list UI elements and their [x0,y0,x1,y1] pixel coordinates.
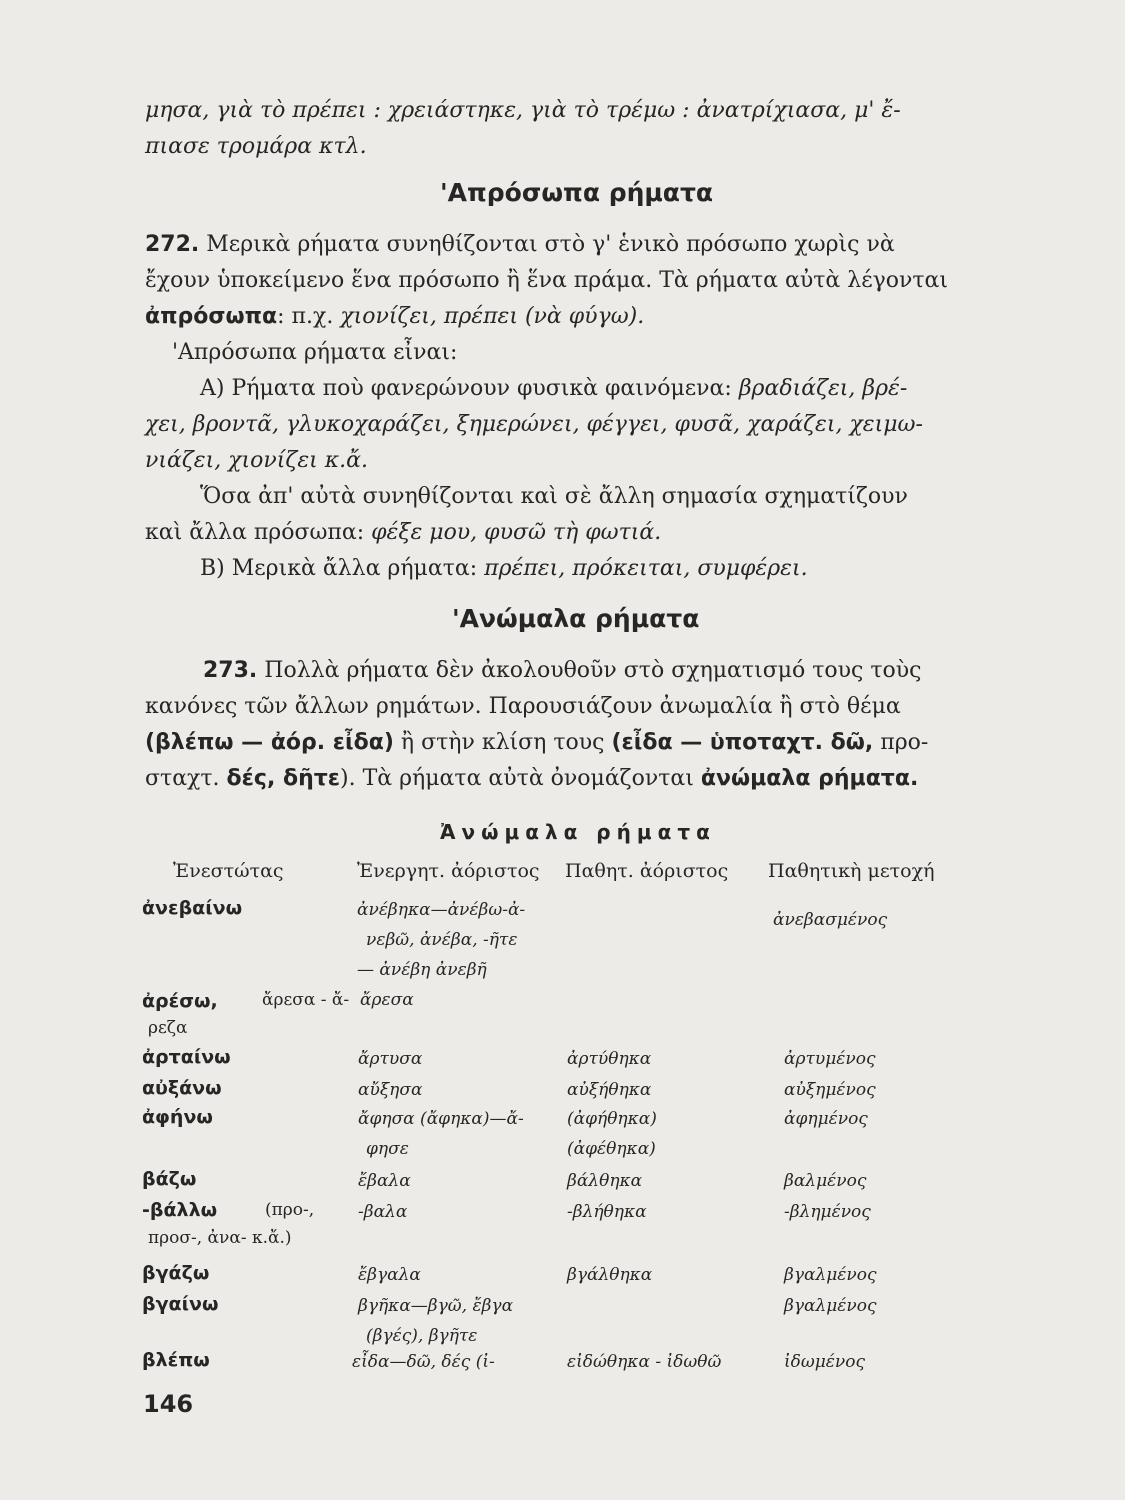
table-cell-aorist: -βαλα [358,1202,408,1222]
para-273-text-4: σταχτ. [145,766,227,791]
table-cell-participle: βγαλμένος [784,1265,877,1285]
para-273-line-4 [145,766,985,791]
table-row-verb: βγαίνω [142,1293,219,1315]
para-272-text-1: Μερικὰ ρήματα συνηθίζονται στὸ γ' ἑνικὸ πρόσωπο χωρὶς νὰ [199,232,895,257]
para-272-line-1 [145,232,985,257]
table-cell-participle: ἀνεβασμένος [773,910,888,930]
item-a-example-1: βραδιάζει, βρέ- [738,376,908,401]
para-273-line-3 [145,730,985,755]
para-273-text-4b: ). Τὰ ρήματα αὐτὰ ὀνομάζονται [340,766,701,791]
table-cell-aorist-cont: — ἀνέβη ἀνεβῆ [357,960,487,980]
col-header-passive-aorist: Παθητ. ἀόριστος [565,860,729,882]
col-header-passive-participle: Παθητικὴ μετοχή [768,860,935,882]
para-272-b-line [200,556,1040,581]
para-272-line-5: Ὅσα ἀπ' αὐτὰ συνηθίζονται καὶ σὲ ἄλλη σημασία σχηματίζουν [200,484,908,509]
table-cell-aorist: ἔβαλα [358,1171,411,1191]
table-row-verb: ἀρέσω, [142,990,218,1012]
para-272-line-6 [145,520,985,545]
table-row-verb: βλέπω [142,1349,210,1371]
term-irregular: ἀνώμαλα ρήματα. [700,766,919,791]
table-cell-aorist-cont: νεβῶ, ἀνέβα, -ῆτε [366,930,518,950]
table-verb-note: προσ-, ἀνα- κ.ἄ.) [148,1228,292,1248]
item-b-example: πρέπει, πρόκειται, συμφέρει. [484,556,808,581]
table-verb-note: ἄρεσα - ἄ- [262,990,350,1010]
para-272-text-6: καὶ ἄλλα πρόσωπα: [145,520,372,545]
table-cell-passive: βάλθηκα [567,1171,643,1191]
para-272-a-line-1 [200,376,1040,401]
table-cell-passive: βγάλθηκα [567,1265,653,1285]
table-row-verb: αὐξάνω [142,1077,222,1099]
table-cell-participle: -βλημένος [784,1202,871,1222]
para-272-a-line-3: νιάζει, χιονίζει κ.ἄ. [145,448,369,473]
table-cell-participle: βαλμένος [784,1171,867,1191]
table-verb-note: (προ-, [265,1200,315,1220]
para-272-line-4: 'Απρόσωπα ρήματα εἶναι: [172,340,458,365]
example-des-dete: δές, δῆτε [226,766,341,791]
para-273-text-1: Πολλὰ ρήματα δὲν ἀκολουθοῦν στὸ σχηματισμό τους τοὺς [257,658,922,683]
table-row-verb: βάζω [142,1168,197,1190]
example-blepo: (βλέπω — ἀόρ. εἶδα) [145,730,394,755]
table-cell-aorist: ἄφησα (ἄφηκα)—ἄ- [358,1109,524,1129]
para-272-example-2: φέξε μου, φυσῶ τὴ φωτιά. [371,520,662,545]
example-eida: (εἶδα — ὑποταχτ. δῶ, [611,730,874,755]
table-cell-aorist: ἄρτυσα [358,1049,423,1069]
table-cell-aorist: ἀνέβηκα—ἀνέβω-ἀ- [357,900,526,920]
table-cell-aorist: ἄρεσα [360,990,414,1010]
section-heading-irregular: 'Ανώμαλα ρήματα [452,604,700,633]
table-cell-participle: ἰδωμένος [784,1352,866,1372]
para-272-line-3 [145,304,985,329]
col-header-active-aorist: Ἐνεργητ. ἀόριστος [357,860,540,882]
table-cell-passive-cont: (ἀφέθηκα) [567,1139,656,1159]
table-cell-aorist-cont: φησε [366,1139,409,1159]
table-title: Ἀνώμαλα ρήματα [440,820,716,844]
table-cell-aorist-cont: (βγές), βγῆτε [366,1326,478,1346]
table-row-verb: ἀνεβαίνω [142,897,243,919]
table-cell-passive: -βλήθηκα [567,1202,647,1222]
para-273-line-2: κανόνες τῶν ἄλλων ρημάτων. Παρουσιάζουν ἀνωμαλία ἢ στὸ θέμα [145,694,901,719]
section-number-273: 273. [203,658,258,683]
table-cell-passive: αὐξήθηκα [567,1080,652,1100]
table-cell-participle: αὐξημένος [784,1080,876,1100]
table-row-verb: ἀφήνω [142,1106,213,1128]
table-row-verb: βγάζω [142,1262,210,1284]
table-cell-aorist: αὔξησα [358,1080,423,1100]
table-cell-participle: βγαλμένος [784,1296,877,1316]
section-heading-impersonal: 'Απρόσωπα ρήματα [440,178,714,207]
table-cell-aorist: εἶδα—δῶ, δές (ἰ- [352,1352,495,1372]
para-273-text-3: ἢ στὴν κλίση τους [393,730,612,755]
table-verb-note: ρεζα [148,1018,188,1038]
table-cell-participle: ἀφημένος [784,1109,868,1129]
section-number-272: 272. [145,232,200,257]
table-row-verb: ἀρταίνω [142,1046,231,1068]
para-272-text-3: : π.χ. [277,304,341,329]
para-272-a-line-2: χει, βροντᾶ, γλυκοχαράζει, ξημερώνει, φέγγει, φυσᾶ, χαράζει, χειμω- [145,412,923,437]
para-272-line-2: ἔχουν ὑποκείμενο ἕνα πρόσωπο ἢ ἕνα πράμα. Τὰ ρήματα αὐτὰ λέγονται [145,268,949,293]
table-cell-passive: εἰδώθηκα - ἰδωθῶ [567,1352,722,1372]
table-cell-participle: ἀρτυμένος [784,1049,876,1069]
table-row-verb: -βάλλω [142,1199,218,1221]
table-cell-aorist: ἔβγαλα [358,1265,421,1285]
intro-line-2: πιασε τρομάρα κτλ. [145,134,367,159]
col-header-present: Ἐνεστώτας [173,860,284,882]
intro-line-1: μησα, γιὰ τὸ πρέπει : χρειάστηκε, γιὰ τὸ τρέμω : ἀνατρίχιασα, μ' ἔ- [145,98,901,123]
table-cell-aorist: βγῆκα—βγῶ, ἔβγα [358,1296,514,1316]
item-a-label: Α) Ρήματα ποὺ φανερώνουν φυσικὰ φαινόμενα: [200,376,739,401]
para-272-example: χιονίζει, πρέπει (νὰ φύγω). [340,304,645,329]
para-273-line-1 [145,658,985,683]
item-b-label: Β) Μερικὰ ἄλλα ρήματα: [200,556,485,581]
table-cell-passive: ἀρτύθηκα [567,1049,652,1069]
para-273-text-3b: προ- [873,730,929,755]
term-impersonal: ἀπρόσωπα [145,304,278,329]
page-number: 146 [143,1390,194,1418]
table-cell-passive: (ἀφήθηκα) [567,1109,657,1129]
